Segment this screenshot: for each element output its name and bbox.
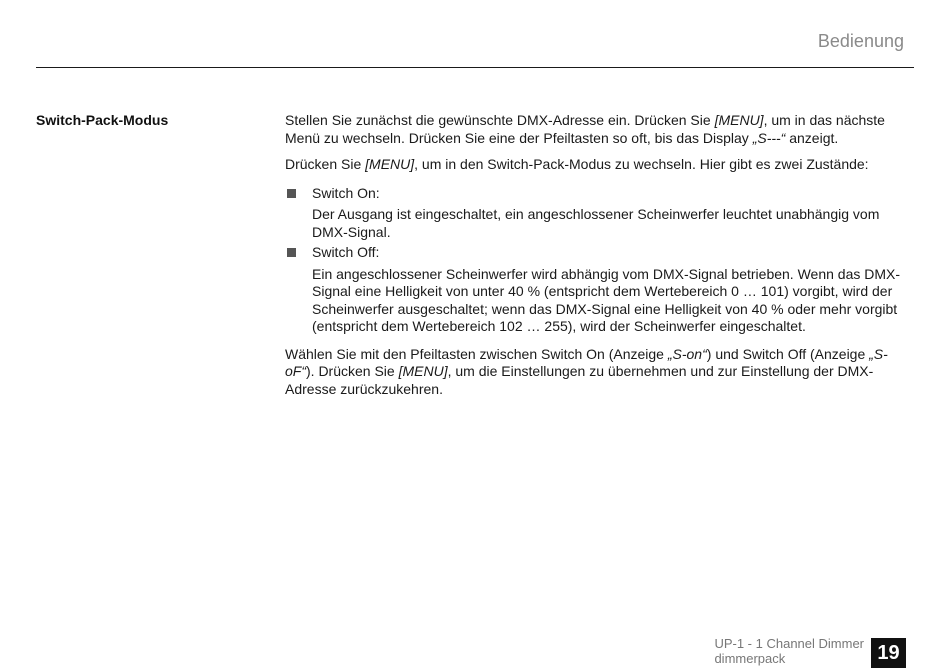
square-bullet-icon <box>287 189 296 198</box>
text-fragment: ). Drücken Sie <box>306 363 399 379</box>
page-header-title: Bedienung <box>817 31 904 51</box>
list-item-label: Switch On: <box>312 184 380 201</box>
menu-key-reference: [MENU] <box>714 112 764 128</box>
text-fragment: , um in das nächste Menü zu wechseln. Drücken Sie eine der Pfeiltasten so oft, bis das Display <box>285 112 885 146</box>
text-fragment: Wählen Sie mit den Pfeiltasten zwischen Switch On (Anzeige <box>285 345 668 362</box>
footer-line: dimmerpack <box>714 651 786 666</box>
square-bullet-icon <box>287 248 296 257</box>
menu-key-reference: [MENU] <box>398 363 448 379</box>
text-fragment: , um die Einstellungen zu übernehmen und zur Einstellung der DMX-Adresse zurückzukehren. <box>285 363 874 397</box>
display-value: „S---“ <box>752 129 786 146</box>
list-item-description: Der Ausgang ist eingeschaltet, ein angeschlossener Scheinwerfer leuchtet unabhängig vom DMX-Signal. <box>312 206 880 240</box>
text-fragment: ) und Switch Off (Anzeige <box>706 345 870 362</box>
section-body <box>285 112 915 407</box>
section-title: Switch-Pack-Modus <box>36 112 169 128</box>
text-fragment: , um in den Switch-Pack-Modus zu wechseln. Hier gibt es zwei Zustände: <box>414 156 869 172</box>
footer-product-name <box>714 636 864 666</box>
list-item-label: Switch Off: <box>312 244 380 260</box>
list-item <box>285 185 915 203</box>
text-fragment: anzeigt. <box>785 129 839 146</box>
menu-key-reference: [MENU] <box>365 156 415 172</box>
list-item-description: Ein angeschlossener Scheinwerfer wird abhängig vom DMX-Signal betrieben. Wenn das DMX-Signal eine Helligkeit von unter 40 % (entspricht dem Wertebereich 0 … 101) vorgibt, wird der Scheinwerfer ausgeschaltet; wenn das DMX-Signal eine Helligkeit von 40 % oder mehr vorgibt (entspricht dem Wertebereich 102 … 255), wird der Scheinwerfer eingeschaltet. <box>312 265 901 334</box>
paragraph-mode <box>285 156 915 174</box>
footer-line: UP-1 - 1 Channel Dimmer <box>714 636 864 651</box>
display-value: „S-oF“ <box>285 345 888 379</box>
display-value: „S-on“ <box>667 345 707 362</box>
header-divider <box>36 67 914 68</box>
list-item <box>285 244 915 262</box>
text-fragment: Stellen Sie zunächst die gewünschte DMX-Adresse ein. Drücken Sie <box>285 112 715 128</box>
paragraph-intro <box>285 112 915 147</box>
page-number: 19 <box>871 638 906 668</box>
paragraph-select <box>285 346 915 399</box>
text-fragment: Drücken Sie <box>285 156 366 172</box>
